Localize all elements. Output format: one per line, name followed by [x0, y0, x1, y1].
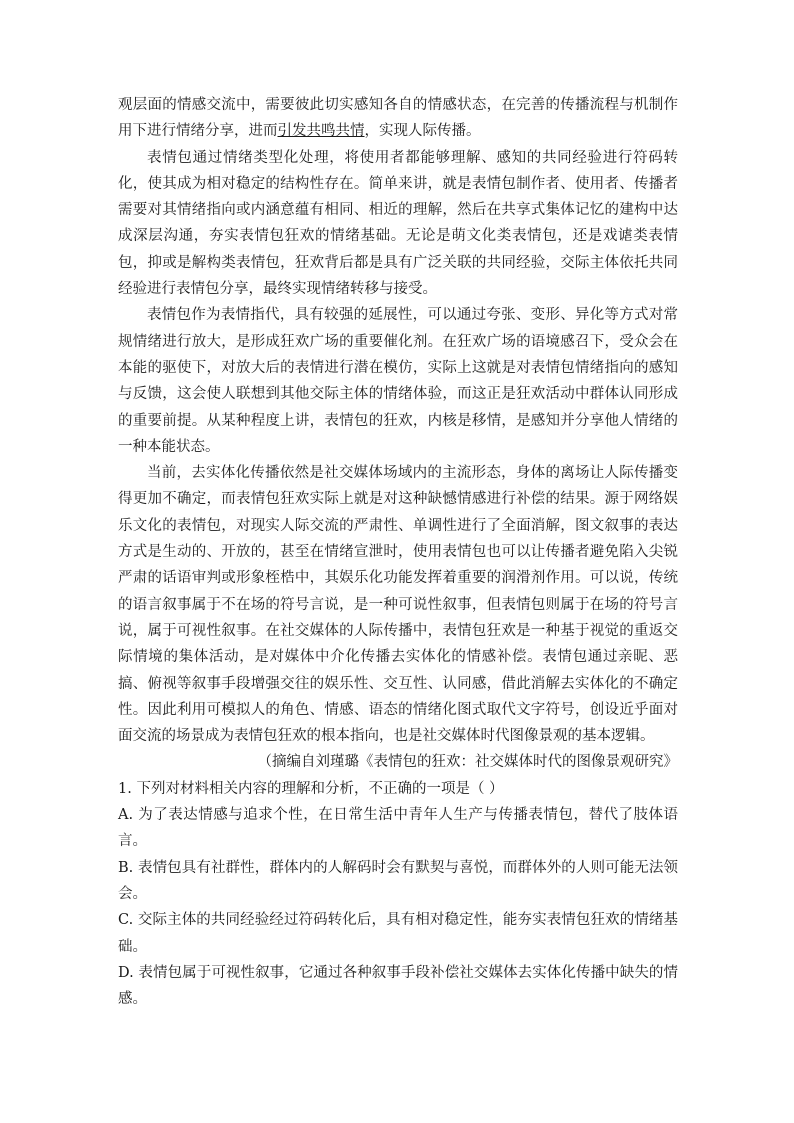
underlined-phrase: 引发共鸣共情: [277, 123, 365, 140]
paragraph-2: 表情包作为表情指代，具有较强的延展性，可以通过夸张、变形、异化等方式对常规情绪进行放大，是形成狂欢广场的重要催化剂。在狂欢广场的语境感召下，受众会在本能的驱使下，对放大后的表情进行潜在模仿，实际上这就是对表情包情绪指向的感知与反馈，这会使人联想到其他交际主体的情绪体验，而这正是狂欢活动中群体认同形成的重要前提。从某种程度上讲，表情包的狂欢，内核是移情，是感知并分享他人情绪的一种本能状态。: [118, 307, 678, 455]
document-page: [118, 92, 678, 1012]
question-stem: 1. 下列对材料相关内容的理解和分析，不正确的一项是（ ）: [118, 780, 504, 797]
option-a: A. 为了表达情感与追求个性，在日常生活中青年人生产与传播表情包，替代了肢体语言。: [118, 807, 678, 850]
source-citation: （摘编自刘瑾璐《表情包的狂欢：社交媒体时代的图像景观研究》: [257, 754, 678, 771]
option-c: C. 交际主体的共同经验经过符码转化后，具有相对稳定性，能夯实表情包狂欢的情绪基础。: [118, 912, 678, 955]
option-b: B. 表情包具有社群性，群体内的人解码时会有默契与喜悦，而群体外的人则可能无法领会。: [118, 859, 678, 902]
option-d: D. 表情包属于可视性叙事，它通过各种叙事手段补偿社交媒体去实体化传播中缺失的情感。: [118, 964, 678, 1008]
paragraph-continued: [118, 92, 678, 145]
paragraph-1: 表情包通过情绪类型化处理，将使用者都能够理解、感知的共同经验进行符码转化，使其成为相对稳定的结构性存在。简单来讲，就是表情包制作者、使用者、传播者需要对其情绪指向或内涵意蕴有相同、相近的理解，然后在共享式集体记忆的建构中达成深层沟通，夯实表情包狂欢的情绪基础。无论是萌文化类表情包，还是戏谑类表情包，抑或是解构类表情包，狂欢背后都是具有广泛关联的共同经验，交际主体依托共同经验进行表情包分享，最终实现情绪转移与接受。: [118, 149, 678, 298]
paragraph-text: 观层面的情感交流中，需要彼此切实感知各自的情感状态，在完善的传播流程与机制作用下进行情绪分享，进而: [118, 97, 678, 140]
paragraph-text: ，实现人际传播。: [364, 123, 481, 140]
paragraph-3: 当前，去实体化传播依然是社交媒体场域内的主流形态，身体的离场让人际传播变得更加不确定，而表情包狂欢实际上就是对这种缺憾情感进行补偿的结果。源于网络娱乐文化的表情包，对现实人际交流的严肃性、单调性进行了全面消解，图文叙事的表达方式是生动的、开放的，甚至在情绪宣泄时，使用表情包也可以让传播者避免陷入尖锐严肃的话语审判或形象桎梏中，其娱乐化功能发挥着重要的润滑剂作用。可以说，传统的语言叙事属于不在场的符号言说，是一种可说性叙事，但表情包则属于在场的符号言说，属于可视性叙事。在社交媒体的人际传播中，表情包狂欢是一种基于视觉的重返交际情境的集体活动，是对媒体中介化传播去实体化的情感补偿。表情包通过亲昵、恶搞、俯视等叙事手段增强交往的娱乐性、交互性、认同感，借此消解去实体化的不确定性。因此利用可模拟人的角色、情感、语态的情绪化图式取代文字符号，创设近乎面对面交流的场景成为表情包狂欢的根本指向，也是社交媒体时代图像景观的基本逻辑。: [118, 465, 678, 745]
